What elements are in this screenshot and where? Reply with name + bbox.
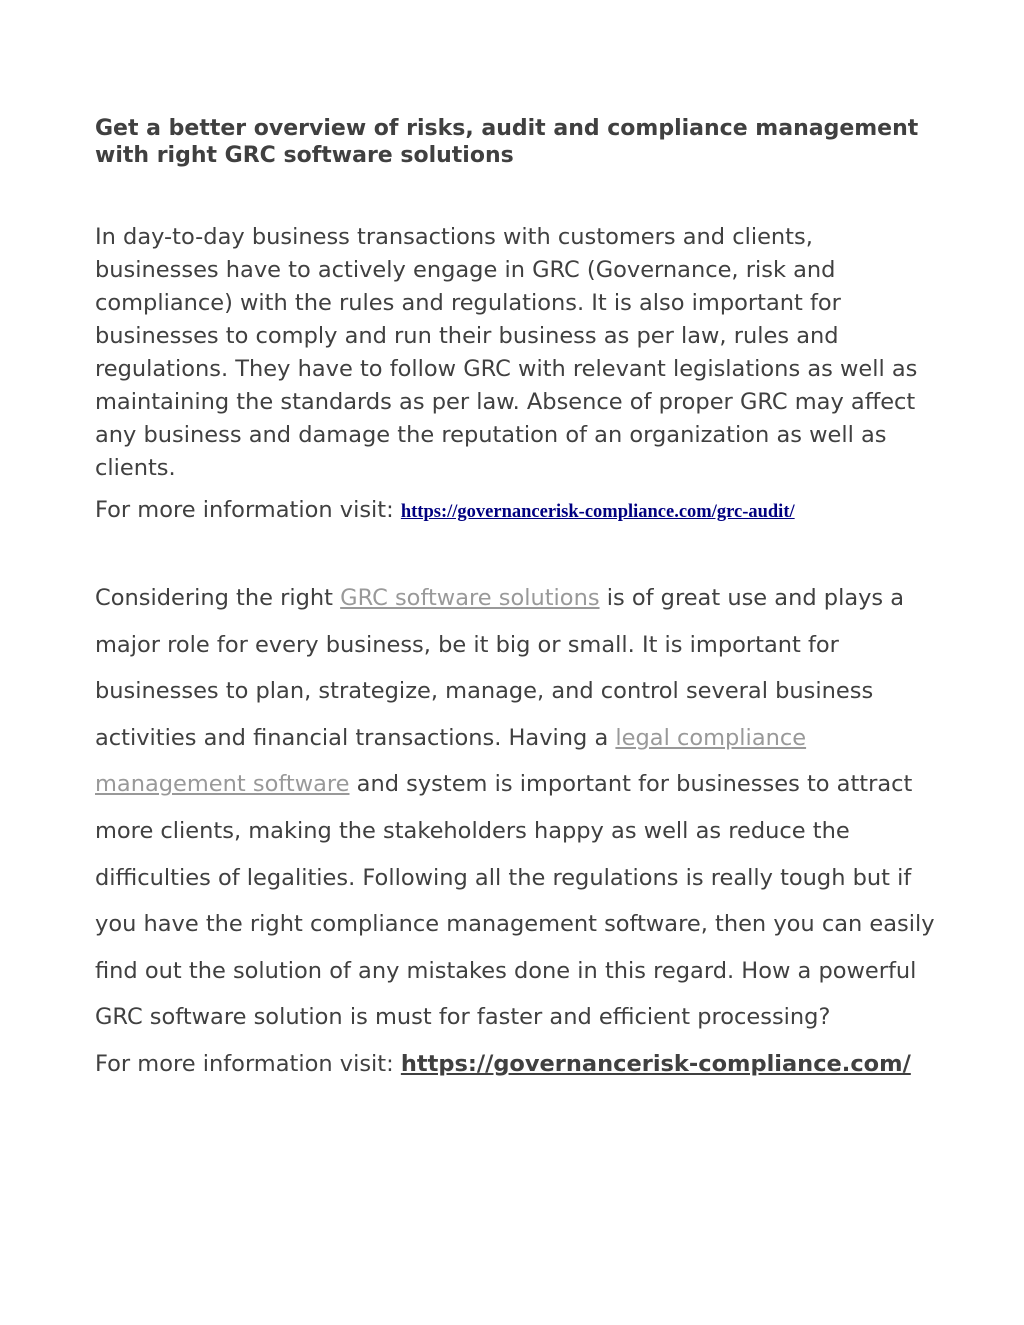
grc-audit-link[interactable]: https://governancerisk-compliance.com/grc-audit/ — [400, 502, 795, 522]
document-title: Get a better overview of risks, audit and compliance management with right GRC software solutions — [95, 116, 919, 168]
body-text-part-1: Considering the right — [95, 585, 341, 611]
body-text-part-3: and system is important for businesses to attract more clients, making the stakeholders happy as well as reduce the difficulties of legalities. Following all the regulations is really tough but if you have the right compliance management software, then you can easily find out the solution of any mistakes done in this regard. How a powerful GRC software solution is must for faster and efficient processing? — [95, 771, 935, 1031]
body-text-part-2: is of great use and plays a major role for every business, be it big or small. It is important for businesses to plan, strategize, manage, and control several business activities and financial transactions. Having a — [95, 585, 905, 751]
intro-paragraph: In day-to-day business transactions with customers and clients, businesses have to actively engage in GRC (Governance, risk and compliance) with the rules and regulations. It is also important for businesses to comply and run their business as per law, rules and regulations. They have to follow GRC with relevant legislations as well as maintaining the standards as per law. Absence of proper GRC may affect any business and damage the reputation of an organization as well as clients. — [95, 224, 918, 481]
more-info-label-1: For more information visit: — [95, 497, 401, 523]
grc-software-solutions-link[interactable]: GRC software solutions — [340, 585, 600, 611]
more-info-label-2: For more information visit: — [95, 1050, 401, 1077]
more-info-line-1 — [95, 494, 935, 529]
legal-compliance-software-link[interactable]: legal compliance management software — [95, 724, 807, 798]
homepage-link[interactable]: https://governancerisk-compliance.com/ — [400, 1050, 911, 1077]
body-paragraph — [95, 575, 935, 1088]
